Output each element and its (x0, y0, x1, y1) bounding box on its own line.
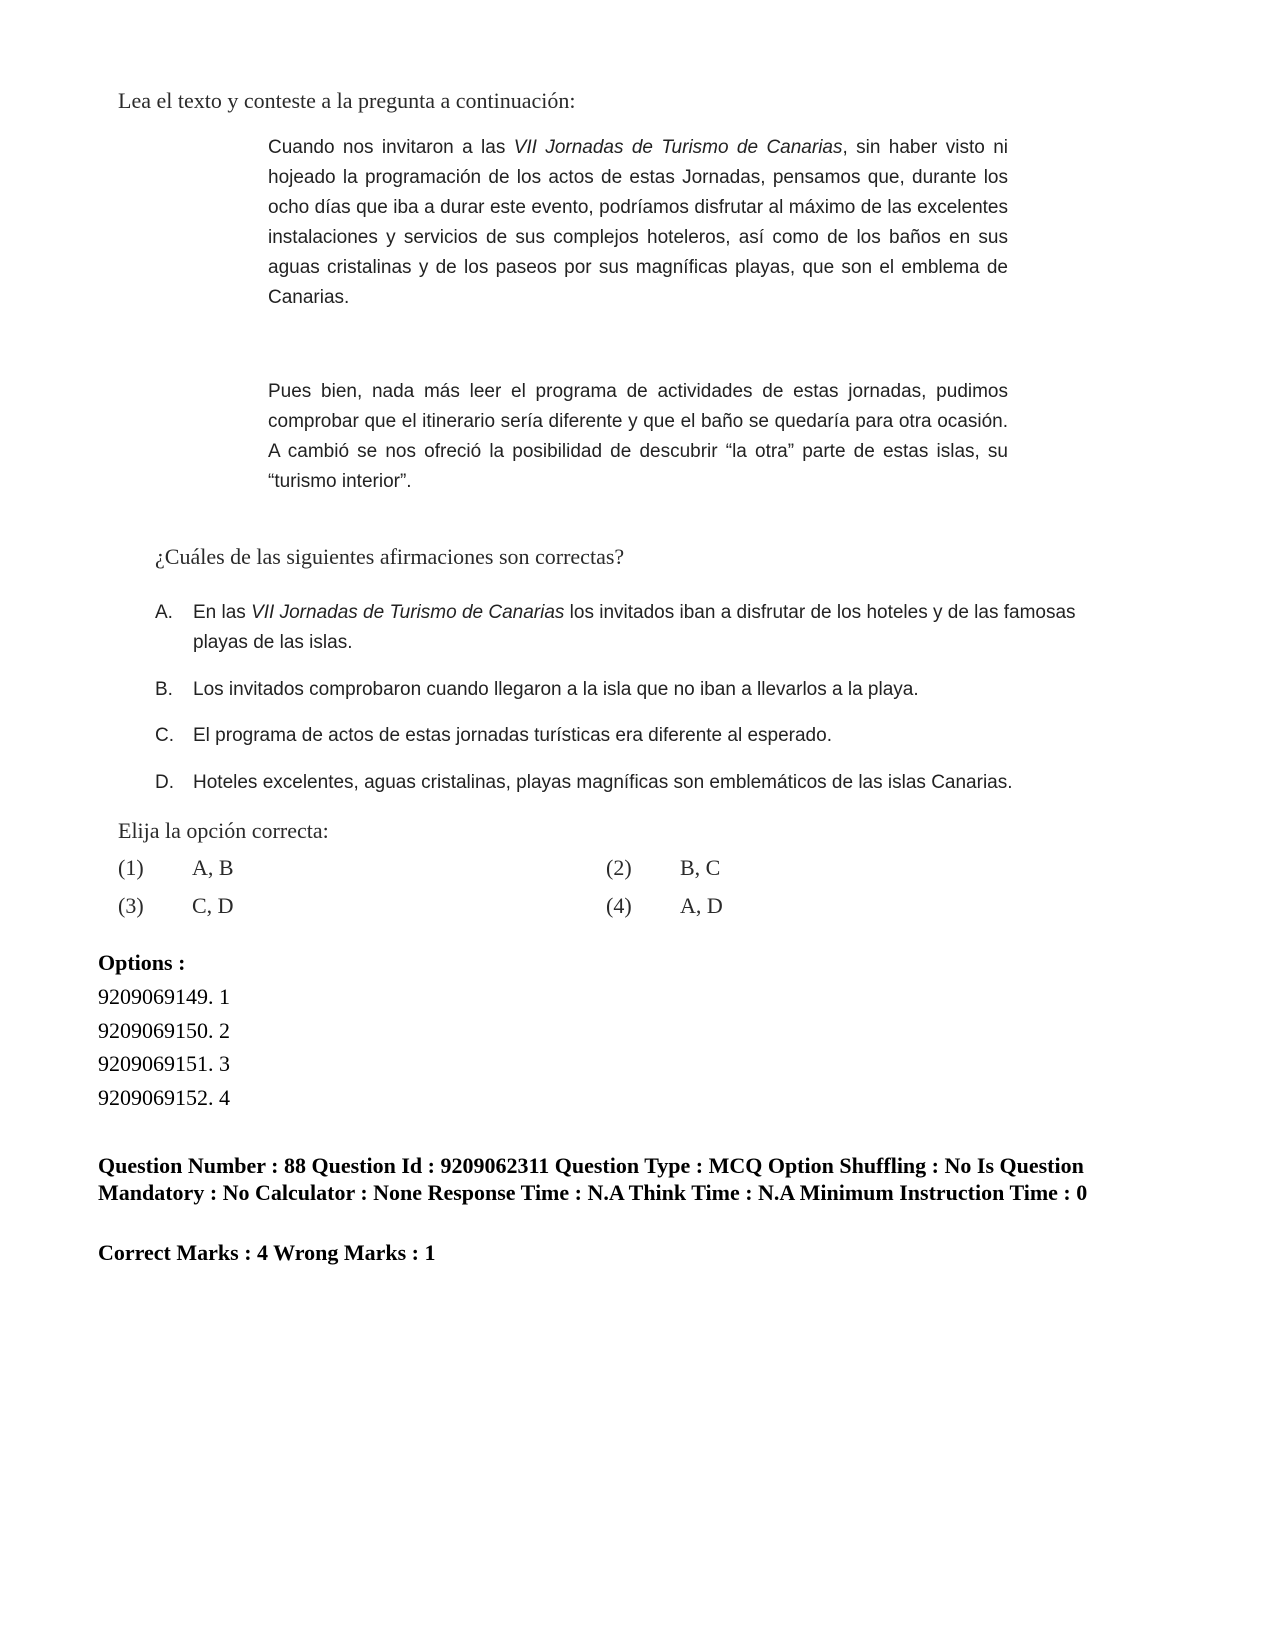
statement-text: Los invitados comprobaron cuando llegaron a la isla que no iban a llevarlos a la playa. (193, 679, 919, 700)
option-item: 9209069149. 1 (98, 984, 230, 1009)
choice-value: A, D (680, 893, 723, 918)
option-item: 9209069150. 2 (98, 1018, 230, 1043)
passage-text: Pues bien, nada más leer el programa de actividades de estas jornadas, pudimos comprobar que el itinerario sería diferente y que el baño se quedaría para otra ocasión. A cambió se nos ofreció la posibilidad de descubrir “la otra” parte de estas islas, su “turismo interior”. (268, 381, 1008, 492)
reading-instruction: Lea el texto y conteste a la pregunta a continuación: (118, 88, 576, 113)
choice-number: (2) (606, 855, 632, 880)
option-item: 9209069152. 4 (98, 1085, 230, 1110)
passage-paragraph-2 (268, 377, 1008, 497)
option-item: 9209069151. 3 (98, 1051, 230, 1076)
statement-event-name: VII Jornadas de Turismo de Canarias (251, 602, 565, 623)
passage-paragraph-1 (268, 133, 1008, 313)
choice-number: (1) (118, 855, 144, 880)
statement-a (155, 598, 1085, 658)
statement-d (155, 768, 1085, 798)
choice-value: C, D (192, 893, 234, 918)
statement-b (155, 675, 1085, 705)
passage-text: Cuando nos invitaron a las (268, 137, 514, 158)
question-metadata: Question Number : 88 Question Id : 9209062311 Question Type : MCQ Option Shuffling : No Is Question Mandatory : No Calculator : None Response Time : N.A Think Time : N.A Minimum Instruction Time : 0 (98, 1153, 1088, 1205)
statement-text (193, 598, 1085, 658)
statement-letter: C. (155, 725, 174, 746)
statement-text-part: En las (193, 602, 252, 623)
choice-number: (3) (118, 893, 144, 918)
statement-c (155, 721, 1085, 751)
statement-letter: B. (155, 679, 173, 700)
question-marks: Correct Marks : 4 Wrong Marks : 1 (98, 1240, 436, 1265)
statement-text: El programa de actos de estas jornadas turísticas era diferente al esperado. (193, 725, 832, 746)
statement-letter: D. (155, 772, 174, 793)
options-heading: Options : (98, 950, 186, 975)
passage-text: , sin haber visto ni hojeado la programación de los actos de estas Jornadas, pensamos que, durante los ocho días que iba a durar este evento, podríamos disfrutar al máximo de las excelentes instalaciones y servicios de sus complejos hoteleros, así como de los baños en sus aguas cristalinas y de los paseos por sus magníficas playas, que son el emblema de Canarias. (268, 137, 1008, 308)
choose-label: Elija la opción correcta: (118, 818, 329, 843)
choice-number: (4) (606, 893, 632, 918)
passage-event-name: VII Jornadas de Turismo de Canarias (513, 137, 843, 158)
choice-value: B, C (680, 855, 721, 880)
choice-value: A, B (192, 855, 234, 880)
statement-letter: A. (155, 602, 173, 623)
statement-text-part: los invitados iban a disfrutar de los hoteles y de las famosas playas de las islas. (193, 602, 1076, 653)
statement-text: Hoteles excelentes, aguas cristalinas, playas magníficas son emblemáticos de las islas Canarias. (193, 772, 1013, 793)
question-text: ¿Cuáles de las siguientes afirmaciones son correctas? (155, 544, 625, 569)
